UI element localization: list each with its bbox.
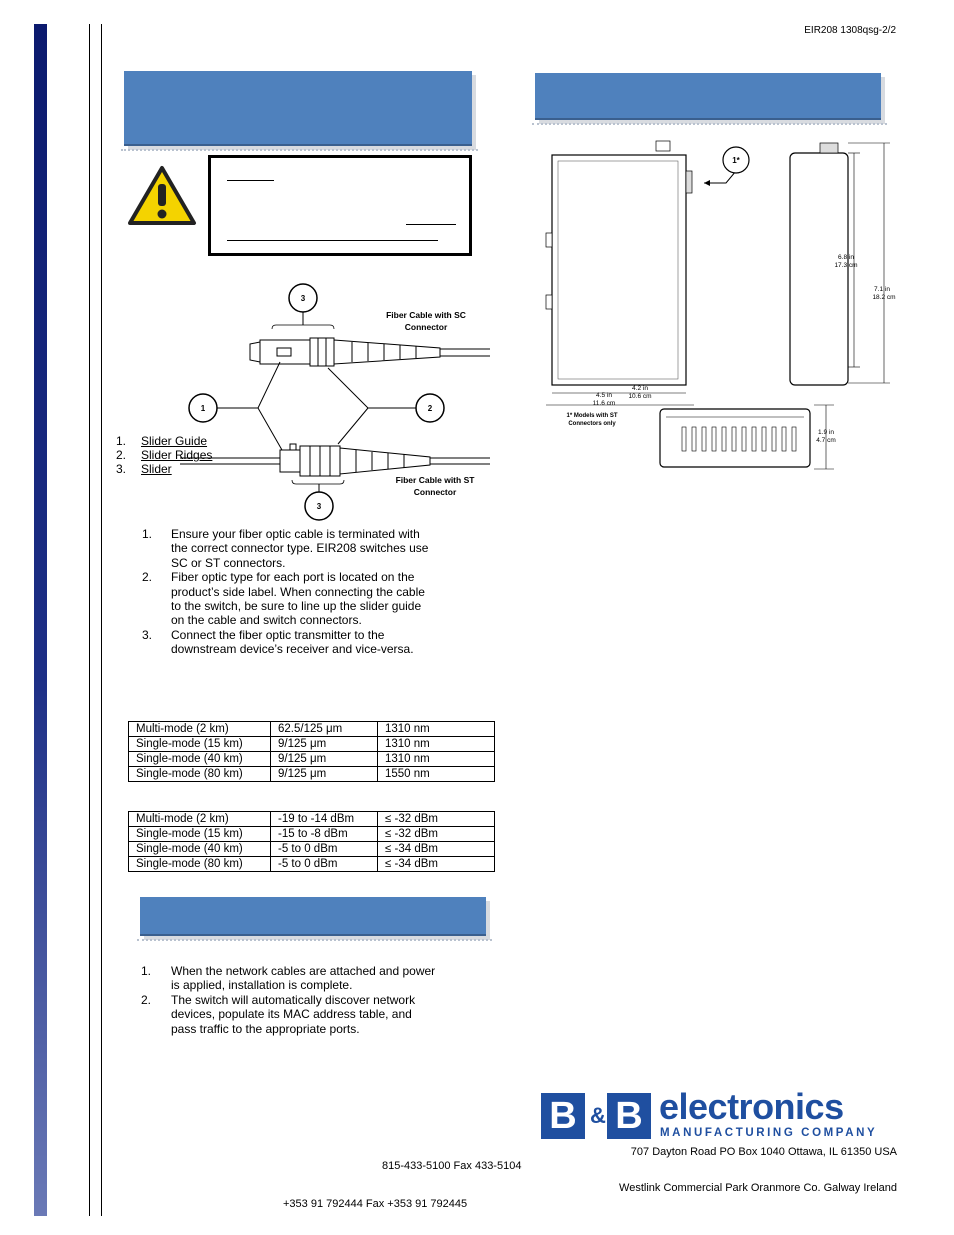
callout-2-text: 2 [427,404,433,413]
legend-slider-guide: Slider Guide [141,434,208,448]
step-line: the correct connector type. EIR208 switches use [171,541,429,556]
dim-width1-cm: 10.6 cm [628,393,652,400]
step-line: on the cable and switch connectors. [171,613,362,628]
completion-steps-list [131,964,461,1038]
logo-brand: electronics [659,1086,844,1127]
table-cell: Single-mode (40 km) [129,752,271,767]
table-cell: -15 to -8 dBm [271,827,378,842]
table-cell: 62.5/125 μm [271,722,378,737]
table-cell: Single-mode (80 km) [129,767,271,782]
table-cell: 1310 nm [378,737,495,752]
table-cell: 9/125 μm [271,737,378,752]
connector-legend [116,434,236,479]
callout-3b-text: 3 [316,502,322,511]
dim-note-line2: Connectors only [568,421,616,427]
step-line: pass traffic to the appropriate ports. [171,1021,360,1036]
table-cell: Single-mode (40 km) [129,842,271,857]
section-banner-complete [140,897,486,936]
dim-total-in: 7.1 in [874,286,890,293]
dim-total-cm: 18.2 cm [872,294,896,301]
step-line: Ensure your fiber optic cable is terminated with [171,527,420,541]
legend-num: 1. [116,434,127,448]
caution-underline [227,240,438,241]
section-banner-fiber [124,71,472,146]
caution-box [208,155,472,256]
step-line: Connect the fiber optic transmitter to the [171,627,385,642]
step-num: 3. [141,627,152,642]
sc-label-line2: Connector [404,322,448,332]
step-line: The switch will automatically discover network [171,992,416,1007]
step-line: product’s side label. When connecting the cable [171,584,425,599]
table-cell: -5 to 0 dBm [271,857,378,872]
fiber-connector-diagram [180,282,500,522]
ie-phone: +353 91 792444 Fax +353 91 792445 [283,1198,468,1210]
table-row [129,842,495,857]
table-cell: -19 to -14 dBm [271,812,378,827]
warning-icon [127,165,197,227]
step-line: to the switch, be sure to line up the slider guide [171,599,422,613]
dim-width2-in: 4.5 in [596,392,612,399]
table-row [129,752,495,767]
table-cell: 9/125 μm [271,767,378,782]
table-cell: -5 to 0 dBm [271,842,378,857]
logo-subtitle: MANUFACTURING COMPANY [660,1127,878,1139]
table-cell: ≤ -32 dBm [378,812,495,827]
page-sidebar-bar [34,24,47,1216]
sc-label-line1: Fiber Cable with SC [386,310,466,320]
dim-height-in: 6.8 in [838,254,854,261]
table-cell: 9/125 μm [271,752,378,767]
table-cell: Single-mode (80 km) [129,857,271,872]
fiber-steps-list [132,527,462,659]
st-label-line1: Fiber Cable with ST [395,475,475,485]
callout-1star-text: 1* [732,156,740,165]
legend-slider: Slider [141,462,172,476]
front-view [546,141,736,405]
table-row [129,722,495,737]
company-logo [541,1086,901,1139]
dimension-drawing [530,135,910,475]
doc-id: EIR208 1308qsg-2/2 [804,25,896,36]
bottom-view [660,405,834,469]
table-cell: ≤ -32 dBm [378,827,495,842]
dim-width1-in: 4.2 in [632,385,648,392]
table-row [129,857,495,872]
table-cell: ≤ -34 dBm [378,857,495,872]
sc-connector-drawing [250,325,490,366]
logo-letter-b1: B [541,1093,585,1139]
step-num: 1. [140,964,151,978]
dim-depth-cm: 4.7 cm [816,437,836,444]
table-row [129,767,495,782]
step-num: 2. [141,570,152,585]
step-line: Fiber optic type for each port is located on the [171,570,415,585]
step-line: is applied, installation is complete. [171,978,353,993]
table-cell: 1310 nm [378,752,495,767]
step-line: devices, populate its MAC address table, and [171,1007,412,1022]
table-cell: Single-mode (15 km) [129,737,271,752]
dim-width2-cm: 11.6 cm [592,400,616,407]
table-row [129,812,495,827]
step-line: SC or ST connectors. [171,555,286,570]
power-table [128,811,495,872]
table-cell: 1550 nm [378,767,495,782]
legend-num: 3. [116,462,127,476]
section-banner-dimensions [535,73,881,120]
dim-height-cm: 17.3 cm [834,262,858,269]
wavelength-table [128,721,495,782]
page-frame-rail [89,24,102,1216]
caution-underline [406,224,456,225]
table-row [129,827,495,842]
table-cell: Multi-mode (2 km) [129,722,271,737]
callout-3-text: 3 [300,294,306,303]
st-label-line2: Connector [413,487,457,497]
step-line: downstream device’s receiver and vice-versa. [171,642,414,657]
table-cell: 1310 nm [378,722,495,737]
dim-note-line1: 1* Models with ST [566,413,618,419]
legend-slider-ridges: Slider Ridges [141,448,213,462]
table-cell: ≤ -34 dBm [378,842,495,857]
logo-ampersand: & [590,1103,606,1128]
step-num: 2. [140,992,151,1007]
step-num: 1. [141,527,152,541]
logo-letter-b2: B [607,1093,651,1139]
legend-num: 2. [116,448,127,462]
dim-depth-in: 1.9 in [818,429,834,436]
caution-underline [227,180,274,181]
table-cell: Multi-mode (2 km) [129,812,271,827]
us-address: 707 Dayton Road PO Box 1040 Ottawa, IL 61350 USA [630,1146,897,1158]
callout-1-text: 1 [200,404,206,413]
table-row [129,737,495,752]
table-cell: Single-mode (15 km) [129,827,271,842]
us-phone: 815-433-5100 Fax 433-5104 [382,1160,522,1172]
ie-address: Westlink Commercial Park Oranmore Co. Galway Ireland [619,1182,897,1194]
step-line: When the network cables are attached and power [171,964,436,978]
